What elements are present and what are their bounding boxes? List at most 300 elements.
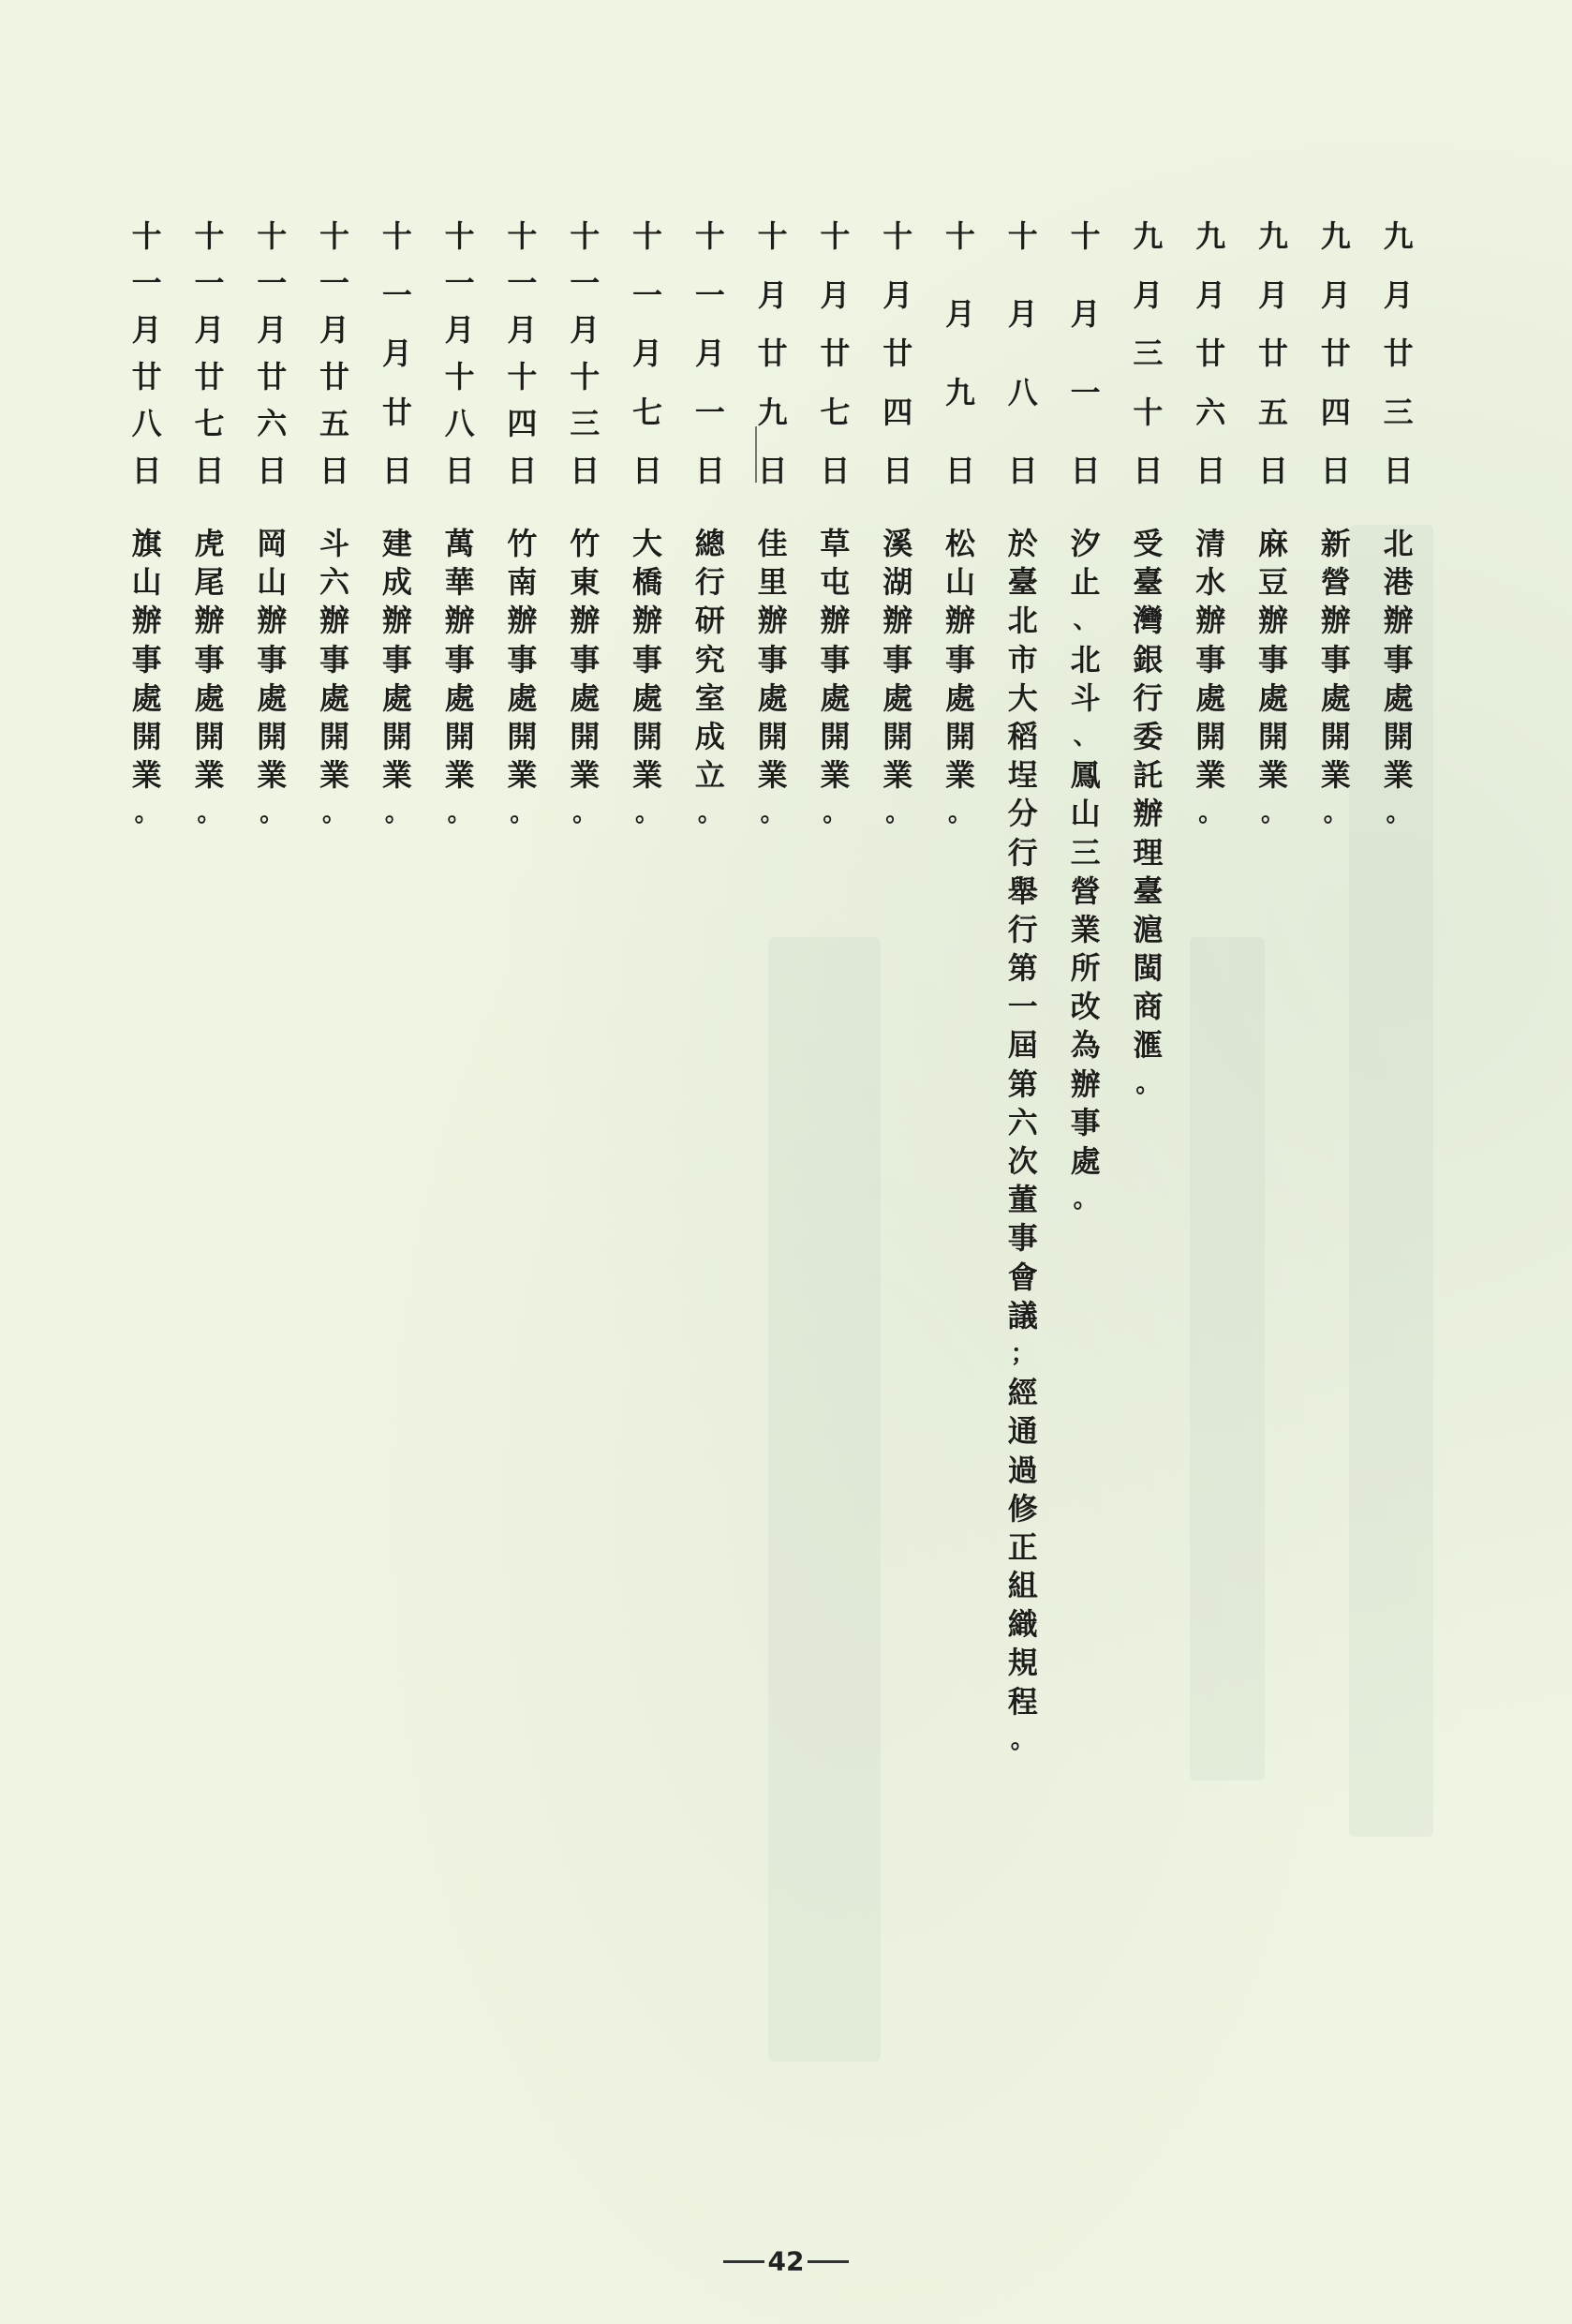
entry-date bbox=[253, 214, 290, 489]
event-char: 業 bbox=[444, 757, 475, 794]
entry-event bbox=[1380, 525, 1417, 834]
entry-event bbox=[1254, 525, 1292, 834]
event-char: 湖 bbox=[882, 564, 913, 601]
chronology-entry bbox=[1304, 214, 1367, 1760]
date-char: 一 bbox=[319, 265, 350, 301]
date-char: 月 bbox=[1070, 296, 1101, 333]
event-char: 業 bbox=[757, 757, 788, 794]
event-char: 。 bbox=[572, 799, 598, 828]
event-char: 程 bbox=[1007, 1683, 1038, 1720]
date-char: 廿 bbox=[131, 359, 162, 395]
chronology-entry bbox=[554, 214, 616, 1760]
event-char: 業 bbox=[1070, 911, 1101, 947]
chronology-entry bbox=[178, 214, 241, 1760]
event-char: 辦 bbox=[507, 603, 538, 639]
date-char: 日 bbox=[257, 453, 288, 488]
event-char: 。 bbox=[1010, 1725, 1035, 1754]
chronology-entry bbox=[304, 214, 366, 1760]
event-char: 處 bbox=[1070, 1143, 1101, 1179]
entry-date bbox=[1004, 214, 1042, 489]
date-char: 五 bbox=[1257, 394, 1288, 430]
date-char: 十 bbox=[381, 218, 412, 254]
event-char: 三 bbox=[1070, 834, 1101, 871]
date-char: 四 bbox=[1320, 394, 1351, 430]
event-char: 鳳 bbox=[1070, 757, 1101, 794]
event-char: 。 bbox=[322, 799, 348, 828]
event-char: 總 bbox=[694, 526, 725, 561]
chronology-columns bbox=[115, 214, 1430, 1760]
event-char: 辦 bbox=[945, 603, 976, 639]
date-char: 日 bbox=[1383, 453, 1414, 488]
event-char: 滬 bbox=[1133, 911, 1164, 947]
chronology-entry bbox=[616, 214, 679, 1760]
entry-event bbox=[128, 525, 166, 834]
event-char: 。 bbox=[1073, 1185, 1098, 1214]
event-char: 第 bbox=[1007, 1065, 1038, 1102]
date-char: 六 bbox=[1195, 394, 1226, 430]
date-char: 月 bbox=[444, 312, 475, 348]
entry-date bbox=[1192, 214, 1229, 489]
entry-date bbox=[816, 214, 853, 489]
chronology-entry bbox=[867, 214, 929, 1760]
chronology-entry bbox=[929, 214, 992, 1760]
date-char: 日 bbox=[1133, 453, 1164, 488]
event-char: 業 bbox=[632, 757, 663, 794]
entry-date bbox=[128, 214, 166, 489]
date-char: 月 bbox=[820, 276, 851, 313]
event-char: 事 bbox=[570, 641, 601, 678]
event-char: 議 bbox=[1007, 1297, 1038, 1333]
date-char: 一 bbox=[1070, 374, 1101, 410]
date-char: 月 bbox=[319, 312, 350, 348]
event-char: 辦 bbox=[319, 603, 350, 639]
event-char: 建 bbox=[381, 526, 412, 561]
entry-date bbox=[441, 214, 479, 489]
event-char: 處 bbox=[1257, 679, 1288, 716]
event-char: ； bbox=[1010, 1339, 1035, 1368]
date-char: 十 bbox=[319, 218, 350, 254]
entry-date bbox=[754, 214, 792, 489]
event-char: 辦 bbox=[194, 603, 225, 639]
event-char: 行 bbox=[694, 564, 725, 601]
date-char: 七 bbox=[632, 394, 663, 430]
date-char: 九 bbox=[1195, 218, 1226, 254]
event-char: 、 bbox=[1073, 722, 1098, 751]
event-char: 通 bbox=[1007, 1413, 1038, 1450]
event-char: 山 bbox=[945, 564, 976, 601]
date-char: 十 bbox=[694, 218, 725, 254]
date-char: 日 bbox=[131, 453, 162, 488]
event-char: 處 bbox=[1320, 679, 1351, 716]
event-char: 開 bbox=[1320, 718, 1351, 754]
event-char: 。 bbox=[134, 799, 159, 828]
event-char: 。 bbox=[447, 799, 472, 828]
event-char: 。 bbox=[1386, 799, 1411, 828]
date-char: 月 bbox=[694, 335, 725, 371]
entry-date bbox=[378, 214, 416, 489]
event-char: 。 bbox=[197, 799, 222, 828]
entry-event bbox=[1067, 525, 1105, 1219]
entry-event bbox=[441, 525, 479, 834]
event-char: 事 bbox=[1257, 641, 1288, 678]
event-char: 改 bbox=[1070, 989, 1101, 1025]
event-char: 業 bbox=[945, 757, 976, 794]
entry-date bbox=[1067, 214, 1105, 489]
date-char: 月 bbox=[1007, 296, 1038, 333]
date-char: 月 bbox=[507, 312, 538, 348]
event-char: 稻 bbox=[1007, 718, 1038, 754]
event-char: 成 bbox=[381, 564, 412, 601]
event-char: 開 bbox=[319, 718, 350, 754]
event-char: 業 bbox=[1383, 757, 1414, 794]
event-char: 岡 bbox=[257, 526, 288, 561]
event-char: 業 bbox=[257, 757, 288, 794]
date-char: 日 bbox=[444, 453, 475, 488]
event-char: 商 bbox=[1133, 989, 1164, 1025]
event-char: 業 bbox=[194, 757, 225, 794]
event-char: 。 bbox=[635, 799, 660, 828]
entry-date bbox=[879, 214, 916, 489]
event-char: 開 bbox=[194, 718, 225, 754]
event-char: 理 bbox=[1133, 834, 1164, 871]
entry-date bbox=[1380, 214, 1417, 489]
event-char: 修 bbox=[1007, 1490, 1038, 1527]
date-char: 八 bbox=[1007, 374, 1038, 410]
event-char: 一 bbox=[1007, 989, 1038, 1025]
date-char: 月 bbox=[882, 276, 913, 313]
date-char: 日 bbox=[570, 453, 601, 488]
event-char: 成 bbox=[694, 718, 725, 754]
entry-event bbox=[816, 525, 853, 834]
event-char: 辦 bbox=[1195, 603, 1226, 639]
event-char: 事 bbox=[507, 641, 538, 678]
date-char: 廿 bbox=[194, 359, 225, 395]
event-char: 業 bbox=[1320, 757, 1351, 794]
date-char: 一 bbox=[632, 276, 663, 313]
date-char: 九 bbox=[1257, 218, 1288, 254]
event-char: 次 bbox=[1007, 1143, 1038, 1179]
date-char: 廿 bbox=[882, 335, 913, 371]
date-char: 日 bbox=[945, 452, 976, 488]
date-char: 一 bbox=[257, 265, 288, 301]
entry-event bbox=[1192, 525, 1229, 834]
entry-event bbox=[1129, 525, 1166, 1104]
event-char: 山 bbox=[257, 564, 288, 601]
event-char: 埕 bbox=[1007, 757, 1038, 794]
date-char: 十 bbox=[945, 218, 976, 254]
event-char: 織 bbox=[1007, 1606, 1038, 1643]
date-char: 六 bbox=[257, 406, 288, 441]
event-char: 為 bbox=[1070, 1027, 1101, 1064]
entry-date bbox=[942, 214, 979, 489]
entry-event bbox=[190, 525, 228, 834]
event-char: 業 bbox=[820, 757, 851, 794]
event-char: 處 bbox=[319, 679, 350, 716]
chronology-entry bbox=[678, 214, 741, 1760]
date-char: 日 bbox=[820, 453, 851, 488]
date-char: 月 bbox=[570, 312, 601, 348]
chronology-entry bbox=[1367, 214, 1430, 1760]
date-char: 四 bbox=[507, 406, 538, 441]
date-char: 一 bbox=[194, 265, 225, 301]
event-char: 辦 bbox=[381, 603, 412, 639]
date-char: 日 bbox=[1257, 453, 1288, 488]
date-char: 廿 bbox=[1257, 335, 1288, 371]
event-char: 豆 bbox=[1257, 564, 1288, 601]
date-char: 日 bbox=[882, 453, 913, 488]
date-char: 十 bbox=[1133, 394, 1164, 430]
event-char: 華 bbox=[444, 564, 475, 601]
event-char: 開 bbox=[444, 718, 475, 754]
date-char: 日 bbox=[1070, 452, 1101, 488]
event-char: 清 bbox=[1195, 526, 1226, 561]
event-char: 辦 bbox=[632, 603, 663, 639]
date-char: 九 bbox=[1320, 218, 1351, 254]
event-char: 、 bbox=[1073, 606, 1098, 635]
event-char: 處 bbox=[570, 679, 601, 716]
event-char: 新 bbox=[1320, 526, 1351, 561]
event-char: 事 bbox=[945, 641, 976, 678]
entry-event bbox=[1317, 525, 1355, 834]
event-char: 竹 bbox=[507, 526, 538, 561]
date-char: 十 bbox=[194, 218, 225, 254]
event-char: 事 bbox=[820, 641, 851, 678]
event-char: 。 bbox=[384, 799, 409, 828]
date-char: 日 bbox=[694, 453, 725, 488]
event-char: 事 bbox=[632, 641, 663, 678]
event-char: 止 bbox=[1070, 564, 1101, 601]
date-char: 廿 bbox=[1320, 335, 1351, 371]
event-char: 業 bbox=[1257, 757, 1288, 794]
date-char: 日 bbox=[194, 453, 225, 488]
event-char: 辦 bbox=[131, 603, 162, 639]
event-char: 正 bbox=[1007, 1528, 1038, 1565]
event-char: 處 bbox=[757, 679, 788, 716]
date-char: 廿 bbox=[381, 394, 412, 430]
event-char: 。 bbox=[697, 799, 722, 828]
date-char: 月 bbox=[757, 276, 788, 313]
event-char: 行 bbox=[1133, 679, 1164, 716]
entry-event bbox=[1004, 525, 1042, 1760]
date-char: 三 bbox=[570, 406, 601, 441]
event-char: 辦 bbox=[1320, 603, 1351, 639]
event-char: 。 bbox=[1135, 1069, 1161, 1098]
date-char: 五 bbox=[319, 406, 350, 441]
date-char: 八 bbox=[131, 406, 162, 441]
event-char: 斗 bbox=[1070, 679, 1101, 716]
event-char: 董 bbox=[1007, 1182, 1038, 1218]
date-char: 十 bbox=[507, 359, 538, 395]
entry-date bbox=[1129, 214, 1166, 489]
entry-event bbox=[754, 525, 792, 834]
date-char: 十 bbox=[570, 218, 601, 254]
date-char: 九 bbox=[1133, 218, 1164, 254]
event-char: 事 bbox=[757, 641, 788, 678]
event-char: 處 bbox=[945, 679, 976, 716]
event-char: 開 bbox=[570, 718, 601, 754]
date-char: 三 bbox=[1133, 335, 1164, 371]
event-char: 處 bbox=[632, 679, 663, 716]
event-char: 。 bbox=[823, 799, 848, 828]
chronology-entry bbox=[1117, 214, 1179, 1760]
event-char: 立 bbox=[694, 757, 725, 794]
event-char: 事 bbox=[882, 641, 913, 678]
event-char: 臺 bbox=[1007, 564, 1038, 601]
date-char: 日 bbox=[1007, 452, 1038, 488]
event-char: 溪 bbox=[882, 526, 913, 561]
event-char: 事 bbox=[257, 641, 288, 678]
event-char: 竹 bbox=[570, 526, 601, 561]
entry-event bbox=[253, 525, 290, 834]
date-char: 一 bbox=[507, 265, 538, 301]
dash-left bbox=[723, 2260, 764, 2263]
date-char: 十 bbox=[1007, 218, 1038, 254]
event-char: 。 bbox=[1323, 799, 1348, 828]
event-char: 萬 bbox=[444, 526, 475, 561]
event-char: 舉 bbox=[1007, 872, 1038, 909]
event-char: 規 bbox=[1007, 1645, 1038, 1681]
event-char: 開 bbox=[757, 718, 788, 754]
event-char: 麻 bbox=[1257, 526, 1288, 561]
event-char: 北 bbox=[1007, 603, 1038, 639]
date-char: 廿 bbox=[1195, 335, 1226, 371]
event-char: 南 bbox=[507, 564, 538, 601]
event-char: 營 bbox=[1070, 872, 1101, 909]
date-char: 十 bbox=[757, 218, 788, 254]
event-char: 臺 bbox=[1133, 564, 1164, 601]
chronology-entry bbox=[491, 214, 554, 1760]
event-char: 開 bbox=[131, 718, 162, 754]
event-char: 經 bbox=[1007, 1375, 1038, 1411]
event-char: 山 bbox=[131, 564, 162, 601]
event-char: 。 bbox=[1198, 799, 1223, 828]
event-char: 虎 bbox=[194, 526, 225, 561]
event-char: 受 bbox=[1133, 526, 1164, 561]
date-char: 九 bbox=[945, 374, 976, 410]
event-char: 事 bbox=[1383, 641, 1414, 678]
date-char: 七 bbox=[194, 406, 225, 441]
date-char: 日 bbox=[1195, 453, 1226, 488]
entry-event bbox=[629, 525, 666, 834]
chronology-entry bbox=[365, 214, 428, 1760]
event-char: 六 bbox=[1007, 1104, 1038, 1140]
event-char: 辦 bbox=[570, 603, 601, 639]
event-char: 處 bbox=[820, 679, 851, 716]
chronology-entry bbox=[741, 214, 804, 1760]
event-char: 大 bbox=[632, 526, 663, 561]
event-char: 開 bbox=[632, 718, 663, 754]
event-char: 處 bbox=[194, 679, 225, 716]
date-char: 月 bbox=[131, 312, 162, 348]
date-char: 月 bbox=[1320, 276, 1351, 313]
date-char: 廿 bbox=[820, 335, 851, 371]
event-char: 松 bbox=[945, 526, 976, 561]
event-char: 汐 bbox=[1070, 526, 1101, 561]
event-char: 託 bbox=[1133, 757, 1164, 794]
entry-date bbox=[629, 214, 666, 489]
event-char: 處 bbox=[882, 679, 913, 716]
event-char: 辦 bbox=[444, 603, 475, 639]
entry-date bbox=[566, 214, 603, 489]
page-number bbox=[0, 2244, 1572, 2277]
event-char: 開 bbox=[1257, 718, 1288, 754]
date-char: 一 bbox=[570, 265, 601, 301]
date-char: 一 bbox=[694, 394, 725, 430]
event-char: 處 bbox=[257, 679, 288, 716]
entry-date bbox=[1254, 214, 1292, 489]
event-char: 開 bbox=[257, 718, 288, 754]
event-char: 事 bbox=[444, 641, 475, 678]
event-char: 閩 bbox=[1133, 950, 1164, 987]
event-char: 旗 bbox=[131, 526, 162, 561]
event-char: 事 bbox=[381, 641, 412, 678]
event-char: 北 bbox=[1070, 641, 1101, 678]
page-number-value: 42 bbox=[767, 2245, 805, 2277]
event-char: 事 bbox=[1195, 641, 1226, 678]
date-char: 廿 bbox=[757, 335, 788, 371]
entry-event bbox=[566, 525, 603, 834]
event-char: 辦 bbox=[1383, 603, 1414, 639]
event-char: 大 bbox=[1007, 679, 1038, 716]
event-char: 辦 bbox=[257, 603, 288, 639]
event-char: 里 bbox=[757, 564, 788, 601]
event-char: 會 bbox=[1007, 1259, 1038, 1295]
date-char: 月 bbox=[1257, 276, 1288, 313]
event-char: 於 bbox=[1007, 526, 1038, 561]
date-char: 九 bbox=[757, 394, 788, 430]
date-char: 十 bbox=[1070, 218, 1101, 254]
event-char: 。 bbox=[1260, 799, 1285, 828]
date-char: 日 bbox=[507, 453, 538, 488]
event-char: 業 bbox=[1195, 757, 1226, 794]
date-char: 一 bbox=[381, 276, 412, 313]
event-char: 。 bbox=[510, 799, 535, 828]
event-char: 行 bbox=[1007, 911, 1038, 947]
date-char: 月 bbox=[257, 312, 288, 348]
event-char: 第 bbox=[1007, 950, 1038, 987]
date-char: 日 bbox=[381, 453, 412, 488]
chronology-entry bbox=[1242, 214, 1305, 1760]
date-char: 八 bbox=[444, 406, 475, 441]
date-char: 十 bbox=[507, 218, 538, 254]
event-char: 處 bbox=[1383, 679, 1414, 716]
event-char: 事 bbox=[131, 641, 162, 678]
event-char: 開 bbox=[820, 718, 851, 754]
event-char: 港 bbox=[1383, 564, 1414, 601]
entry-date bbox=[316, 214, 353, 489]
event-char: 灣 bbox=[1133, 603, 1164, 639]
date-char: 日 bbox=[1320, 453, 1351, 488]
date-char: 月 bbox=[1195, 276, 1226, 313]
date-char: 月 bbox=[381, 335, 412, 371]
chronology-entry bbox=[241, 214, 304, 1760]
event-char: 組 bbox=[1007, 1568, 1038, 1604]
date-char: 廿 bbox=[1383, 335, 1414, 371]
date-char: 廿 bbox=[257, 359, 288, 395]
entry-event bbox=[503, 525, 541, 834]
event-char: 處 bbox=[1195, 679, 1226, 716]
event-char: 辦 bbox=[882, 603, 913, 639]
date-char: 月 bbox=[945, 296, 976, 333]
event-char: 業 bbox=[131, 757, 162, 794]
event-char: 分 bbox=[1007, 796, 1038, 832]
event-char: 市 bbox=[1007, 641, 1038, 678]
event-char: 。 bbox=[260, 799, 285, 828]
date-char: 日 bbox=[319, 453, 350, 488]
event-char: 開 bbox=[1383, 718, 1414, 754]
date-char: 月 bbox=[1383, 276, 1414, 313]
date-char: 日 bbox=[632, 453, 663, 488]
